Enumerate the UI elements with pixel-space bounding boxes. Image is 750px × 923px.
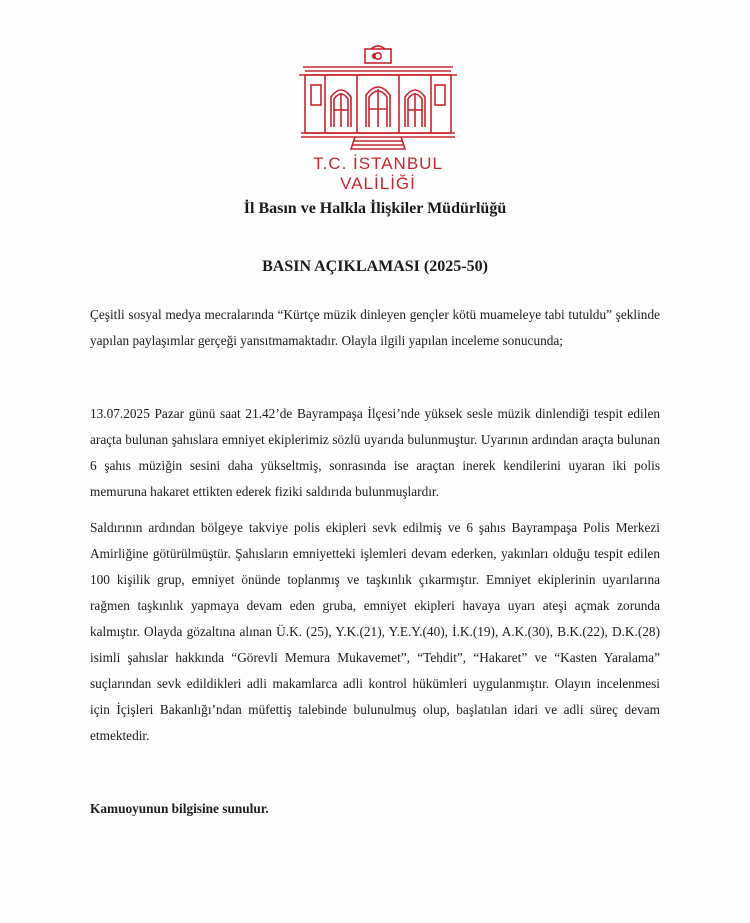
closing-statement: Kamuoyunun bilgisine sunulur. bbox=[90, 801, 269, 816]
logo-text: T.C. İSTANBUL VALİLİĞİ bbox=[313, 154, 443, 193]
press-release-title: BASIN AÇIKLAMASI (2025-50) bbox=[262, 258, 488, 275]
paragraph-2: 13.07.2025 Pazar günü saat 21.42’de Bayrampaşa İlçesi’nde yüksek sesle müzik dinlendiği tespit edilen araçta bulunan şahıslara emniyet ekiplerimiz sözlü uyarıda bulunmuştur. Uyarının ardından araçta bulunan 6 şahıs müziğin sesini daha yükseltmiş, sonrasında ise araçtan inerek kendilerini uyaran iki polis memuruna hakaret ettikten ederek fiziki saldırıda bulunmuşlardır. bbox=[90, 406, 660, 499]
department-heading: İl Basın ve Halkla İlişkiler Müdürlüğü bbox=[243, 200, 507, 217]
paragraph-1: Çeşitli sosyal medya mecralarında “Kürtçe müzik dinleyen gençler kötü muameleye tabi tutuldu” şeklinde yapılan paylaşımlar gerçeği yansıtmamaktadır. Olayla ilgili yapılan inceleme sonucunda; bbox=[90, 307, 660, 348]
paragraph-3: Saldırının ardından bölgeye takviye polis ekipleri sevk edilmiş ve 6 şahıs Bayrampaşa Polis Merkezi Amirliğine götürülmüştür. Şahısların emniyetteki işlemleri devam ederken, yakınları olduğu tespit edilen 100 kişilik grup, emniyet önünde toplanmış ve taşkınlık çıkarmıştır. Emniyet ekiplerinin uyarılarına rağmen taşkınlık yapmaya devam eden gruba, emniyet ekipleri havaya uyarı ateşi açmak zorunda kalmıştır. Olayda gözaltına alınan Ü.K. (25), Y.K.(21), Y.E.Y.(40), İ.K.(19), A.K.(30), B.K.(22), D.K.(28) isimli şahıslar hakkında “Görevli Memura Mukavemet”, “Tehdit”, “Hakaret” ve “Kasten Yaralama” suçlarından sevk edildikleri adli makamlarca adli kontrol hükümleri uygulanmıştır. Olayın incelenmesi için İçişleri Bakanlığı’ndan müfettiş talebinde bulunulmuş olup, başlatılan idari ve adli süreç devam etmektedir. bbox=[90, 520, 660, 743]
